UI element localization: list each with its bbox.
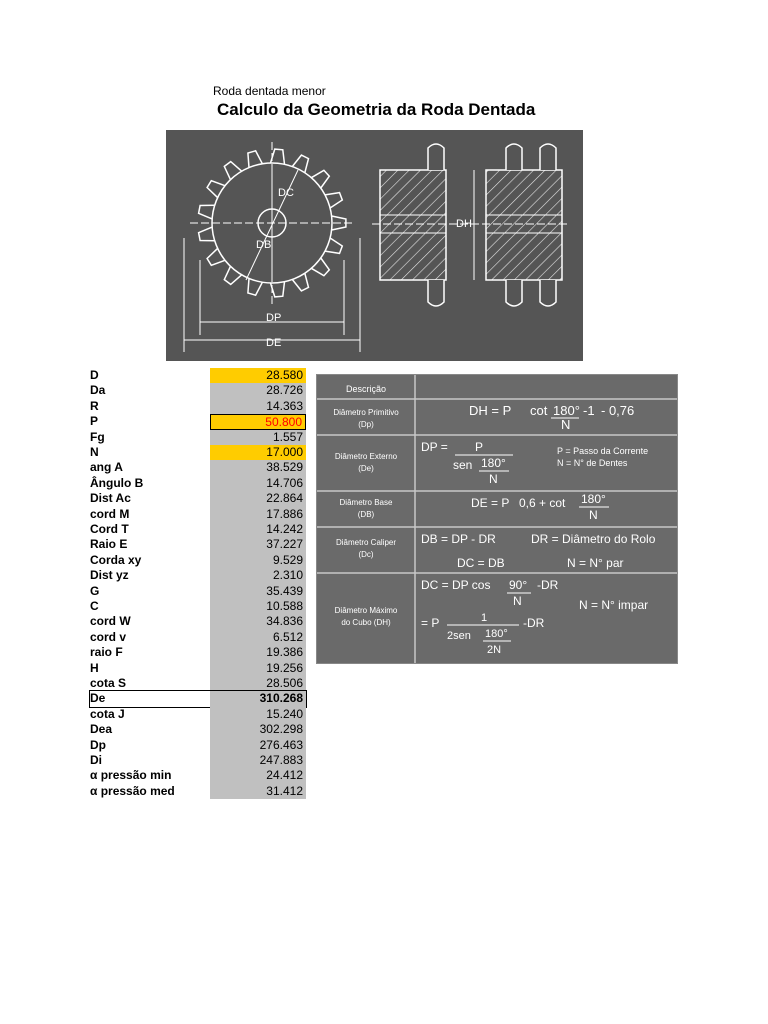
parameter-label: R xyxy=(90,398,99,413)
parameter-value: 17.886 xyxy=(210,507,306,522)
parameter-row xyxy=(90,460,306,475)
row-sub-cubo: do Cubo (DH) xyxy=(341,618,391,627)
parameter-value: 34.836 xyxy=(210,614,306,629)
parameter-value: 19.386 xyxy=(210,645,306,660)
formula-primitivo-cot: cot xyxy=(530,403,548,418)
parameter-row xyxy=(90,630,306,645)
sprocket-drawing xyxy=(166,130,583,361)
parameter-label: α pressão min xyxy=(90,768,172,783)
formula-externo-num: 180° xyxy=(481,456,506,470)
parameter-value: 10.588 xyxy=(210,599,306,614)
parameter-row xyxy=(90,491,306,506)
formula-cubo-den: N xyxy=(513,594,522,608)
parameter-value: 310.268 xyxy=(210,691,306,706)
parameter-label: P xyxy=(90,414,99,429)
sprocket-tooth xyxy=(271,149,285,164)
row-name-primitivo: Diâmetro Primitivo xyxy=(333,408,399,417)
parameter-value: 38.529 xyxy=(210,460,306,475)
label-dh: DH xyxy=(456,218,472,230)
parameter-value: 6.512 xyxy=(210,630,306,645)
parameter-label: raio F xyxy=(90,645,123,660)
parameter-value: 1.557 xyxy=(210,430,306,445)
parameter-label: C xyxy=(90,599,99,613)
parameter-row xyxy=(90,368,306,383)
table-header: Descrição xyxy=(345,384,387,394)
parameter-value: 22.864 xyxy=(210,491,306,506)
formula-cubo-2-frac-den: 2N xyxy=(487,644,502,656)
label-de: DE xyxy=(266,337,282,349)
parameter-value: 15.240 xyxy=(210,707,306,722)
parameter-row xyxy=(90,722,306,737)
parameter-label: cord v xyxy=(90,629,127,644)
parameter-label: α pressão med xyxy=(90,783,175,798)
parameter-value: 2.310 xyxy=(210,568,306,583)
parameter-value: 19.256 xyxy=(210,661,306,676)
parameter-value: 31.412 xyxy=(210,784,306,799)
parameter-row xyxy=(90,476,306,491)
parameter-value: 37.227 xyxy=(210,537,306,552)
formula-cubo-2-num: 1 xyxy=(481,612,488,624)
parameter-row xyxy=(90,507,306,522)
parameter-label: Dp xyxy=(90,737,106,752)
formula-primitivo: DH = P xyxy=(469,403,512,418)
document-title: Calculo da Geometria da Roda Dentada xyxy=(217,100,536,119)
formula-caliper-par: DC = DB xyxy=(457,556,505,570)
formula-cubo-impar: N = N° impar xyxy=(579,598,649,612)
parameter-label: N xyxy=(90,445,99,459)
parameter-row xyxy=(90,676,306,691)
sprocket-tooth xyxy=(271,282,285,297)
parameter-label: Corda xy xyxy=(90,552,142,567)
parameter-row xyxy=(90,784,306,799)
parameter-row xyxy=(90,707,306,722)
parameter-row xyxy=(90,553,306,568)
parameter-value: 302.298 xyxy=(210,722,306,737)
parameter-row xyxy=(90,414,306,429)
parameter-row xyxy=(90,614,306,629)
formula-caliper: DB = DP - DR xyxy=(421,532,496,546)
document-subtitle: Roda dentada menor xyxy=(213,84,326,98)
parameter-value: 14.706 xyxy=(210,476,306,491)
parameter-label: Dist yz xyxy=(90,568,129,583)
parameter-label: H xyxy=(90,660,99,675)
parameter-label: ang A xyxy=(90,460,123,475)
formula-externo-p: P xyxy=(475,440,484,454)
formula-primitivo-minus: -1 xyxy=(583,403,595,418)
parameter-label: De xyxy=(90,691,106,706)
parameter-label: cota S xyxy=(90,676,127,690)
parameter-value: 17.000 xyxy=(210,445,306,460)
formula-base: DE = P xyxy=(471,496,510,510)
formula-externo: DP = xyxy=(421,440,448,454)
note-dentes: N = N° de Dentes xyxy=(557,458,628,468)
row-sub-base: (DB) xyxy=(357,510,375,519)
parameter-row xyxy=(90,383,306,398)
parameter-row xyxy=(90,661,306,676)
formula-cubo-2-dr: -DR xyxy=(523,616,545,630)
parameter-label: Dist Ac xyxy=(90,491,131,506)
formula-table xyxy=(316,374,678,664)
parameter-row xyxy=(90,738,306,753)
parameter-value: 28.506 xyxy=(210,676,306,691)
row-name-externo: Diâmetro Externo xyxy=(334,452,398,461)
parameter-value: 276.463 xyxy=(210,738,306,753)
parameter-label: Cord T xyxy=(90,522,129,536)
parameter-row xyxy=(90,568,306,583)
parameter-label: Fg xyxy=(90,429,105,444)
formula-base-den: N xyxy=(589,508,598,522)
formula-externo-sen: sen xyxy=(453,458,473,472)
parameter-label: Dea xyxy=(90,722,113,737)
formula-cubo-2-frac-num: 180° xyxy=(485,628,508,640)
parameter-row xyxy=(90,691,306,706)
formula-base-num: 180° xyxy=(581,492,606,506)
parameter-row xyxy=(90,768,306,783)
parameter-row xyxy=(90,522,306,537)
parameter-value: 9.529 xyxy=(210,553,306,568)
formula-primitivo-den: N xyxy=(561,417,571,432)
parameter-label: Da xyxy=(90,383,106,398)
label-dp: DP xyxy=(266,312,282,324)
label-db: DB xyxy=(256,239,272,251)
formula-cubo-2: = P xyxy=(421,616,440,630)
parameter-label: Di xyxy=(90,753,102,767)
formula-externo-den: N xyxy=(489,472,498,486)
row-name-caliper: Diâmetro Caliper xyxy=(335,538,397,547)
parameter-value: 28.580 xyxy=(210,368,306,383)
formula-primitivo-const: - 0,76 xyxy=(601,403,635,418)
formula-primitivo-num: 180° xyxy=(553,403,580,418)
parameter-row xyxy=(90,430,306,445)
parameter-value: 24.412 xyxy=(210,768,306,783)
parameter-value: 247.883 xyxy=(210,753,306,768)
formula-caliper-note: DR = Diâmetro do Rolo xyxy=(531,532,656,546)
formula-cubo-num: 90° xyxy=(509,578,528,592)
parameter-row xyxy=(90,537,306,552)
label-dc: DC xyxy=(278,187,294,199)
row-name-base: Diâmetro Base xyxy=(339,498,393,507)
parameter-row xyxy=(90,399,306,414)
parameter-label: cord M xyxy=(90,506,130,521)
row-sub-caliper: (Dc) xyxy=(358,550,374,559)
parameter-label: Ângulo B xyxy=(90,475,144,490)
parameter-row xyxy=(90,753,306,768)
formula-cubo: DC = DP cos xyxy=(421,578,491,592)
parameter-label: cord W xyxy=(90,614,131,629)
parameter-row xyxy=(90,599,306,614)
parameter-value: 28.726 xyxy=(210,383,306,398)
parameter-label: cota J xyxy=(90,706,125,721)
parameter-label: D xyxy=(90,368,99,382)
formula-cubo-2-sen: 2sen xyxy=(447,630,471,642)
parameter-row xyxy=(90,445,306,460)
note-passo: P = Passo da Corrente xyxy=(557,446,649,456)
parameter-label: G xyxy=(90,583,100,598)
row-sub-externo: (De) xyxy=(358,464,374,473)
row-sub-primitivo: (Dp) xyxy=(358,420,374,429)
parameter-row xyxy=(90,584,306,599)
formula-base-cot: 0,6 + cot xyxy=(519,496,566,510)
formula-cubo-dr: -DR xyxy=(537,578,559,592)
parameter-value: 14.242 xyxy=(210,522,306,537)
parameter-row xyxy=(90,645,306,660)
formula-caliper-par-note: N = N° par xyxy=(567,556,624,570)
parameter-value: 35.439 xyxy=(210,584,306,599)
parameter-value: 50.800 xyxy=(210,414,306,429)
parameter-value: 14.363 xyxy=(210,399,306,414)
parameter-label: Raio E xyxy=(90,537,128,552)
row-name-cubo: Diâmetro Máximo xyxy=(334,606,398,615)
